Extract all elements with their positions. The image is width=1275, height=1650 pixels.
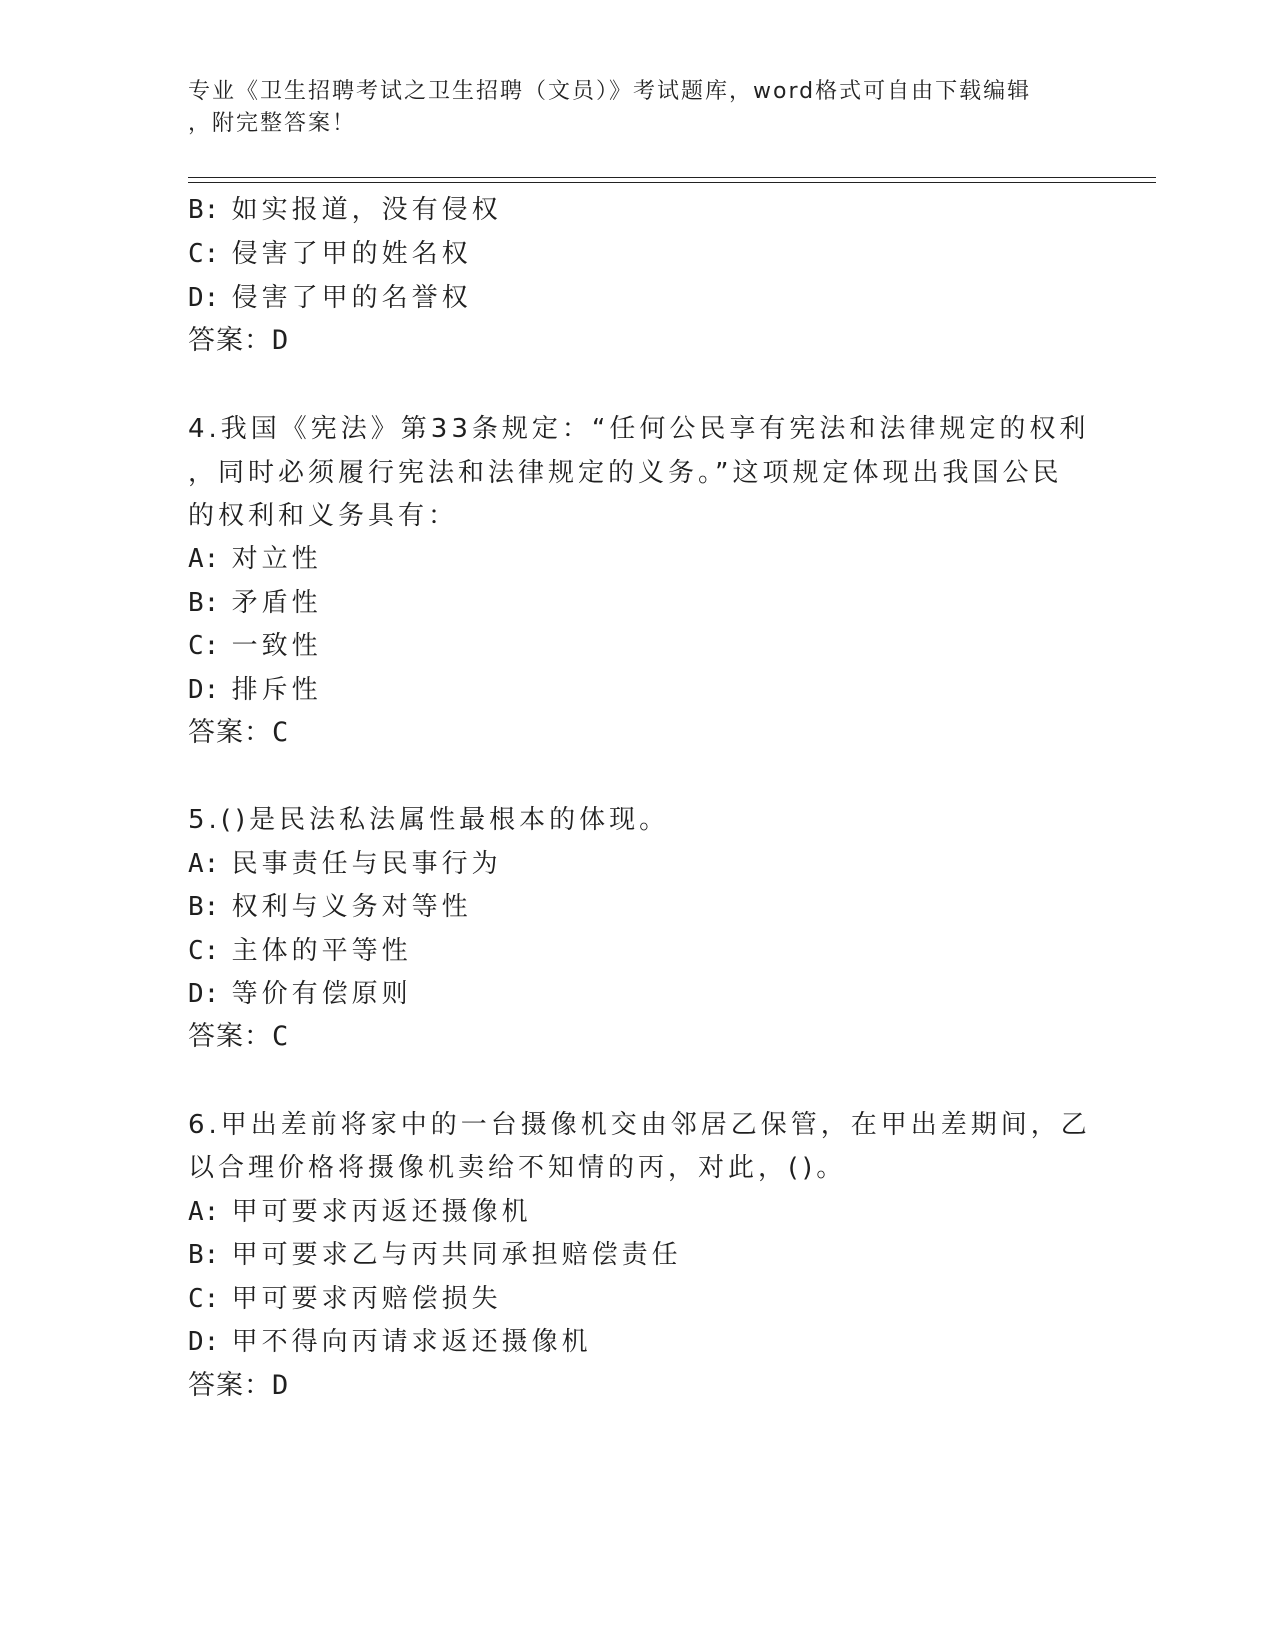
- question-4-stem-line-2: ，同时必须履行宪法和法律规定的义务。”这项规定体现出我国公民: [188, 458, 1063, 488]
- answer-line: 答案：D: [188, 1370, 290, 1401]
- option-c: C: 甲可要求丙赔偿损失: [188, 1284, 502, 1314]
- question-6-stem-line-1: 6.甲出差前将家中的一台摄像机交由邻居乙保管，在甲出差期间，乙: [188, 1110, 1091, 1140]
- option-a: A: 对立性: [188, 544, 322, 574]
- answer-line: 答案：C: [188, 1021, 290, 1052]
- option-a: A: 民事责任与民事行为: [188, 849, 502, 879]
- option-d: D: 等价有偿原则: [188, 979, 412, 1009]
- option-c: C: 主体的平等性: [188, 936, 412, 966]
- header-line-2: ，附完整答案！: [188, 111, 357, 136]
- header-line-1: 专业《卫生招聘考试之卫生招聘（文员）》考试题库，word格式可自由下载编辑: [188, 79, 1032, 104]
- option-c: C: 侵害了甲的姓名权: [188, 239, 472, 269]
- option-d: D: 侵害了甲的名誉权: [188, 283, 472, 313]
- question-4-stem-line-1: 4.我国《宪法》第33条规定：“任何公民享有宪法和法律规定的权利: [188, 414, 1090, 444]
- option-b: B: 如实报道，没有侵权: [188, 195, 502, 225]
- option-d: D: 排斥性: [188, 675, 322, 705]
- option-d: D: 甲不得向丙请求返还摄像机: [188, 1327, 592, 1357]
- header-divider-top: [188, 177, 1156, 178]
- header-divider-bottom: [188, 182, 1156, 183]
- question-4-stem-line-3: 的权利和义务具有：: [188, 501, 459, 531]
- option-c: C: 一致性: [188, 631, 322, 661]
- option-b: B: 甲可要求乙与丙共同承担赔偿责任: [188, 1240, 682, 1270]
- question-6-stem-line-2: 以合理价格将摄像机卖给不知情的丙，对此，()。: [188, 1153, 847, 1183]
- question-5-stem: 5.()是民法私法属性最根本的体现。: [188, 805, 670, 835]
- document-header-note: [188, 76, 1068, 140]
- option-a: A: 甲可要求丙返还摄像机: [188, 1197, 532, 1227]
- option-b: B: 矛盾性: [188, 588, 322, 618]
- option-b: B: 权利与义务对等性: [188, 892, 472, 922]
- answer-line: 答案：D: [188, 325, 290, 356]
- answer-line: 答案：C: [188, 717, 290, 748]
